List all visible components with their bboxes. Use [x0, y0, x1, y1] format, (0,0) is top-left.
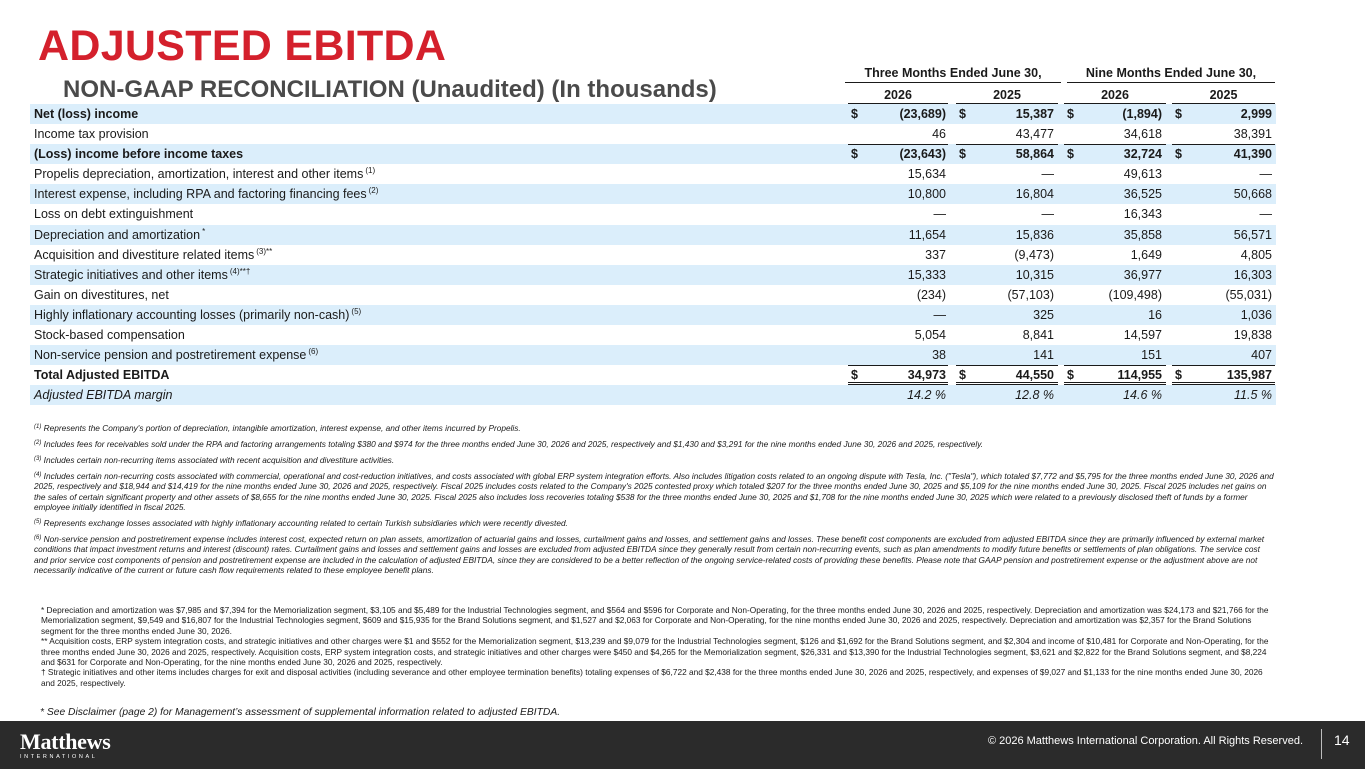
footnote-marker: (4)**† [229, 266, 251, 276]
cell-value: 32,724 [1123, 147, 1162, 162]
cell-value: (1,894) [1122, 107, 1162, 121]
cell-value: (9,473) [1014, 247, 1054, 262]
cell-value: 15,634 [907, 167, 946, 182]
footnotes [34, 423, 1274, 581]
table-row [30, 385, 1276, 405]
currency-symbol: $ [959, 368, 966, 383]
row-label-text: Stock-based compensation [34, 328, 185, 343]
footnote-text: Represents the Company's portion of depreciation, intangible amortization, interest expense, and other items incurred by Propelis. [43, 423, 521, 433]
row-label [34, 204, 193, 224]
row-label-text: Propelis depreciation, amortization, interest and other items [34, 167, 364, 182]
row-label [34, 144, 243, 164]
footnote-marker: (2) [34, 439, 42, 446]
cell-value: 43,477 [1015, 127, 1054, 142]
currency-symbol: $ [1067, 147, 1074, 162]
cell-value: (23,643) [899, 147, 946, 162]
footnote-marker: (1) [34, 424, 42, 430]
table-row [30, 365, 1276, 385]
cell-value: — [933, 307, 946, 322]
cell-value: 15,333 [907, 267, 946, 282]
cell-value: 4,805 [1240, 247, 1272, 262]
cell-value: 38 [932, 348, 946, 363]
row-label-text: Interest expense, including RPA and factoring financing fees [34, 187, 367, 202]
row-label [34, 245, 272, 265]
row-label [34, 285, 169, 305]
footnote [34, 518, 1274, 528]
footnote-marker: (6) [308, 347, 319, 357]
currency-symbol: $ [851, 368, 858, 383]
cell-value: 16,303 [1233, 267, 1272, 282]
cell-value: 114,955 [1117, 368, 1162, 383]
currency-symbol: $ [1067, 107, 1074, 121]
cell-value: 2,999 [1240, 107, 1272, 121]
cell-value: 46 [932, 127, 946, 142]
cell-value: 10,800 [907, 187, 946, 202]
footnote [34, 423, 1274, 433]
cell-value: 50,668 [1233, 187, 1272, 202]
cell-value: 34,618 [1123, 127, 1162, 142]
footnote-marker: (3) [34, 455, 42, 462]
year-header: 2026 [1064, 88, 1166, 105]
cell-value: 14.6 % [1123, 388, 1162, 403]
currency-symbol: $ [851, 147, 858, 162]
cell-value: 58,864 [1015, 147, 1054, 162]
row-label-text: Adjusted EBITDA margin [34, 388, 173, 403]
cell-value: 35,858 [1123, 227, 1162, 242]
footnote [34, 439, 1274, 449]
table-row [30, 204, 1276, 224]
row-label [34, 104, 138, 124]
cell-value: — [1259, 207, 1272, 222]
cell-value: 135,987 [1226, 368, 1272, 383]
period-header-nine-months: Nine Months Ended June 30, [1067, 66, 1275, 83]
footnote-marker: (4) [34, 471, 42, 478]
cell-value: 41,390 [1233, 147, 1272, 162]
cell-value: (109,498) [1108, 287, 1162, 302]
currency-symbol: $ [1175, 147, 1182, 162]
row-label [34, 325, 185, 345]
cell-value: 14,597 [1123, 328, 1162, 343]
cell-value: 1,649 [1130, 247, 1162, 262]
table-row [30, 325, 1276, 345]
cell-value: 56,571 [1233, 227, 1272, 242]
currency-symbol: $ [959, 147, 966, 162]
row-label [34, 305, 361, 325]
footer-bar [0, 721, 1365, 769]
row-label-text: Highly inflationary accounting losses (primarily non-cash) [34, 307, 350, 322]
footnote-marker: (5) [351, 306, 362, 316]
table-row [30, 164, 1276, 184]
cell-value: 16 [1148, 307, 1162, 322]
cell-value: 16,804 [1015, 187, 1054, 202]
cell-value: 34,973 [907, 368, 946, 383]
cell-value: 15,387 [1015, 107, 1054, 121]
table-row [30, 245, 1276, 265]
row-label [34, 365, 169, 385]
cell-value: 325 [1033, 307, 1054, 322]
segment-notes [34, 605, 1274, 688]
footnote [34, 455, 1274, 465]
row-label-text: Gain on divestitures, net [34, 287, 169, 302]
cell-value: — [1041, 167, 1054, 182]
cell-value: 12.8 % [1015, 388, 1054, 403]
year-header-row [0, 88, 1365, 105]
row-label-text: (Loss) income before income taxes [34, 147, 244, 162]
row-label [34, 124, 149, 144]
footnote-marker: (5) [34, 518, 42, 525]
year-header: 2025 [956, 88, 1058, 105]
table-row [30, 305, 1276, 325]
page-subtitle: NON-GAAP RECONCILIATION (Unaudited) (In thousands) [63, 76, 717, 103]
row-label-text: Strategic initiatives and other items [34, 267, 228, 282]
row-label-text: Non-service pension and postretirement expense [34, 348, 307, 363]
footnote-marker: (2) [368, 186, 379, 196]
cell-value: (234) [916, 287, 946, 302]
row-label [34, 164, 375, 184]
currency-symbol: $ [1067, 368, 1074, 383]
currency-symbol: $ [851, 107, 858, 121]
footnote-text: Includes certain non-recurring items associated with recent acquisition and divestiture activities. [43, 454, 395, 465]
row-label [34, 345, 318, 365]
cell-value: 141 [1033, 348, 1054, 363]
row-label [34, 225, 205, 245]
segment-note: ** Acquisition costs, ERP system integration costs, and strategic initiatives and other charges were $1 and $552 for the Memorialization segment, $13,239 and $9,079 for the Industrial Technologies segment, $126 and $1,692 for the Brand Solutions segment, and $2,304 and income of $10,481 for Corporate and Non-Operating, for the three months ended June 30, 2026 and 2025, respectively. Acquisition costs, ERP system integration costs, and strategic initiatives and other charges were $450 and $4,265 for the Memorialization segment, $26,331 and $13,390 for the Industrial Technologies segment, $3,621 and $2,822 for the Brand Solutions segment, and $8,224 and $631 for Corporate and Non-Operating, for the nine months ended June 30, 2026 and 2025, respectively. [41, 636, 1269, 668]
cell-value: 11.5 % [1234, 388, 1272, 403]
cell-value: 8,841 [1022, 328, 1054, 343]
table-row [30, 345, 1276, 365]
row-label-text: Income tax provision [34, 127, 149, 142]
reconciliation-table [30, 104, 1276, 405]
period-header-three-months: Three Months Ended June 30, [845, 66, 1061, 83]
cell-value: — [1259, 167, 1272, 182]
cell-value: 36,525 [1123, 187, 1162, 202]
cell-value: 10,315 [1015, 267, 1054, 282]
table-row [30, 124, 1276, 144]
page-title: ADJUSTED EBITDA [38, 22, 447, 70]
footnote-marker: (1) [365, 166, 376, 176]
currency-symbol: $ [1175, 368, 1182, 383]
cell-value: 49,613 [1123, 167, 1162, 182]
table-row [30, 184, 1276, 204]
cell-value: (55,031) [1225, 287, 1272, 302]
year-header: 2025 [1172, 88, 1275, 105]
company-logo: Matthews [20, 729, 111, 754]
cell-value: 337 [925, 247, 946, 262]
cell-value: (23,689) [899, 107, 946, 121]
cell-value: (57,103) [1007, 287, 1054, 302]
row-label-text: Total Adjusted EBITDA [34, 368, 170, 383]
row-label-text: Net (loss) income [34, 107, 139, 121]
company-logo-subtitle: INTERNATIONAL [20, 754, 98, 760]
row-label-text: Loss on debt extinguishment [34, 207, 194, 222]
row-label [34, 184, 378, 204]
table-row [30, 225, 1276, 245]
footnote-text: Includes fees for receivables sold under the RPA and factoring arrangements totaling $380 and $974 for the three months ended June 30, 2026 and 2025, respectively and $1,430 and $3,291 for the nine months ended June 30, 2026 and 2025, respectively. [43, 438, 984, 449]
cell-value: 19,838 [1233, 328, 1272, 343]
page-number: 14 [1334, 732, 1350, 748]
footnote-text: Non-service pension and postretirement expense includes interest cost, expected return on plan assets, amortization of actuarial gains and losses, curtailment gains and losses, and settlement gains and losses. These benefit cost components are excluded from adjusted EBITDA since they are primarily influenced by external market conditions that impact investment returns and interest (discount) rates. Curtailment gains and losses and settlement gains and losses are excluded from adjusted EBITDA since they generally result from certain non-recurring events, such as plan amendments to modify future benefits or settlements of plan obligations. The service cost and prior service cost components of pension and postretirement expense are included in the calculation of adjusted EBITDA, since they are considered to be a better reflection of the ongoing service-related costs of providing these benefits. Please note that GAAP pension and postretirement expense or the adjustment above are not necessarily indicative of the current or future cash flow requirements related to these employee benefit plans. [34, 533, 1265, 575]
table-row [30, 285, 1276, 305]
cell-value: 14.2 % [907, 388, 946, 403]
segment-note: * Depreciation and amortization was $7,985 and $7,394 for the Memorialization segment, $3,105 and $5,489 for the Industrial Technologies segment, and $564 and $596 for Corporate and Non-Operating, for the three months ended June 30, 2026 and 2025, respectively. Depreciation and amortization was $24,173 and $21,766 for the Memorialization segment, $9,549 and $16,807 for the Industrial Technologies segment, $609 and $15,935 for the Brand Solutions segment, and $1,527 and $2,063 for Corporate and Non-Operating, for the nine months ended June 30, 2026 and 2025, respectively. Depreciation and amortization was $2,357 for the Brand Solutions segment for the three months ended June 30, 2026. [41, 605, 1269, 636]
disclaimer: * See Disclaimer (page 2) for Management’s assessment of supplemental information related to adjusted EBITDA. [40, 707, 561, 718]
footnote [34, 534, 1274, 576]
table-row [30, 104, 1276, 124]
cell-value: 11,654 [908, 227, 946, 242]
currency-symbol: $ [1175, 107, 1182, 121]
cell-value: 38,391 [1233, 127, 1272, 142]
cell-value: 36,977 [1123, 267, 1162, 282]
row-label [34, 385, 172, 405]
cell-value: 1,036 [1240, 307, 1272, 322]
row-label-text: Depreciation and amortization [34, 227, 201, 242]
footnote-marker: (6) [34, 534, 42, 541]
footnote-text: Represents exchange losses associated with highly inflationary accounting related to certain Turkish subsidiaries which were recently divested. [43, 517, 568, 528]
currency-symbol: $ [959, 107, 966, 121]
footer-divider [1321, 729, 1322, 759]
table-row [30, 144, 1276, 164]
cell-value: — [1041, 207, 1054, 222]
footnote-marker: * [202, 226, 206, 236]
footnote-text: Includes certain non-recurring costs associated with commercial, operational and cost-reduction initiatives, and costs associated with global ERP system integration efforts. Also includes litigation costs related to an ongoing dispute with Tesla, Inc. ("Tesla"), which totaled $7,772 and $5,795 for the three months ended June 30, 2026 and 2025, respectively and $18,944 and $14,419 for the nine months ended June 30, 2026 and 2025, respectively. Fiscal 2025 includes costs related to the Company's 2025 contested proxy which totaled $207 for the three months ended June 30, 2025 and $5,109 for the nine months ended June 30, 2025. Fiscal 2025 includes net gains on the sales of certain significant property and other assets of $8,655 for the nine months ended June 30, 2025. Fiscal 2025 also includes loss recoveries totaling $538 for the three months ended June 30, 2025 and $1,708 for the nine months ended June 30, 2025 which were related to a previously disclosed theft of funds by a former employee initially identified in fiscal 2025. [34, 470, 1274, 512]
row-label [34, 265, 250, 285]
cell-value: 407 [1251, 348, 1272, 363]
cell-value: 151 [1141, 348, 1162, 363]
segment-note: † Strategic initiatives and other items includes charges for exit and disposal activities (including severance and other employee termination benefits) totaling expenses of $6,722 and $2,438 for the three months ended June 30, 2026 and 2025, respectively, and expenses of $9,027 and $1,133 for the nine months ended June 30, 2026 and 2025, respectively. [41, 667, 1263, 688]
cell-value: — [933, 207, 946, 222]
copyright: © 2026 Matthews International Corporation. All Rights Reserved. [987, 735, 1303, 747]
footnote [34, 471, 1274, 513]
table-row [30, 265, 1276, 285]
row-label-text: Acquisition and divestiture related items [34, 247, 255, 262]
cell-value: 16,343 [1123, 207, 1162, 222]
year-header: 2026 [848, 88, 948, 105]
cell-value: 15,836 [1015, 227, 1054, 242]
cell-value: 44,550 [1015, 368, 1054, 383]
cell-value: 5,054 [914, 328, 946, 343]
footnote-marker: (3)** [256, 246, 273, 256]
